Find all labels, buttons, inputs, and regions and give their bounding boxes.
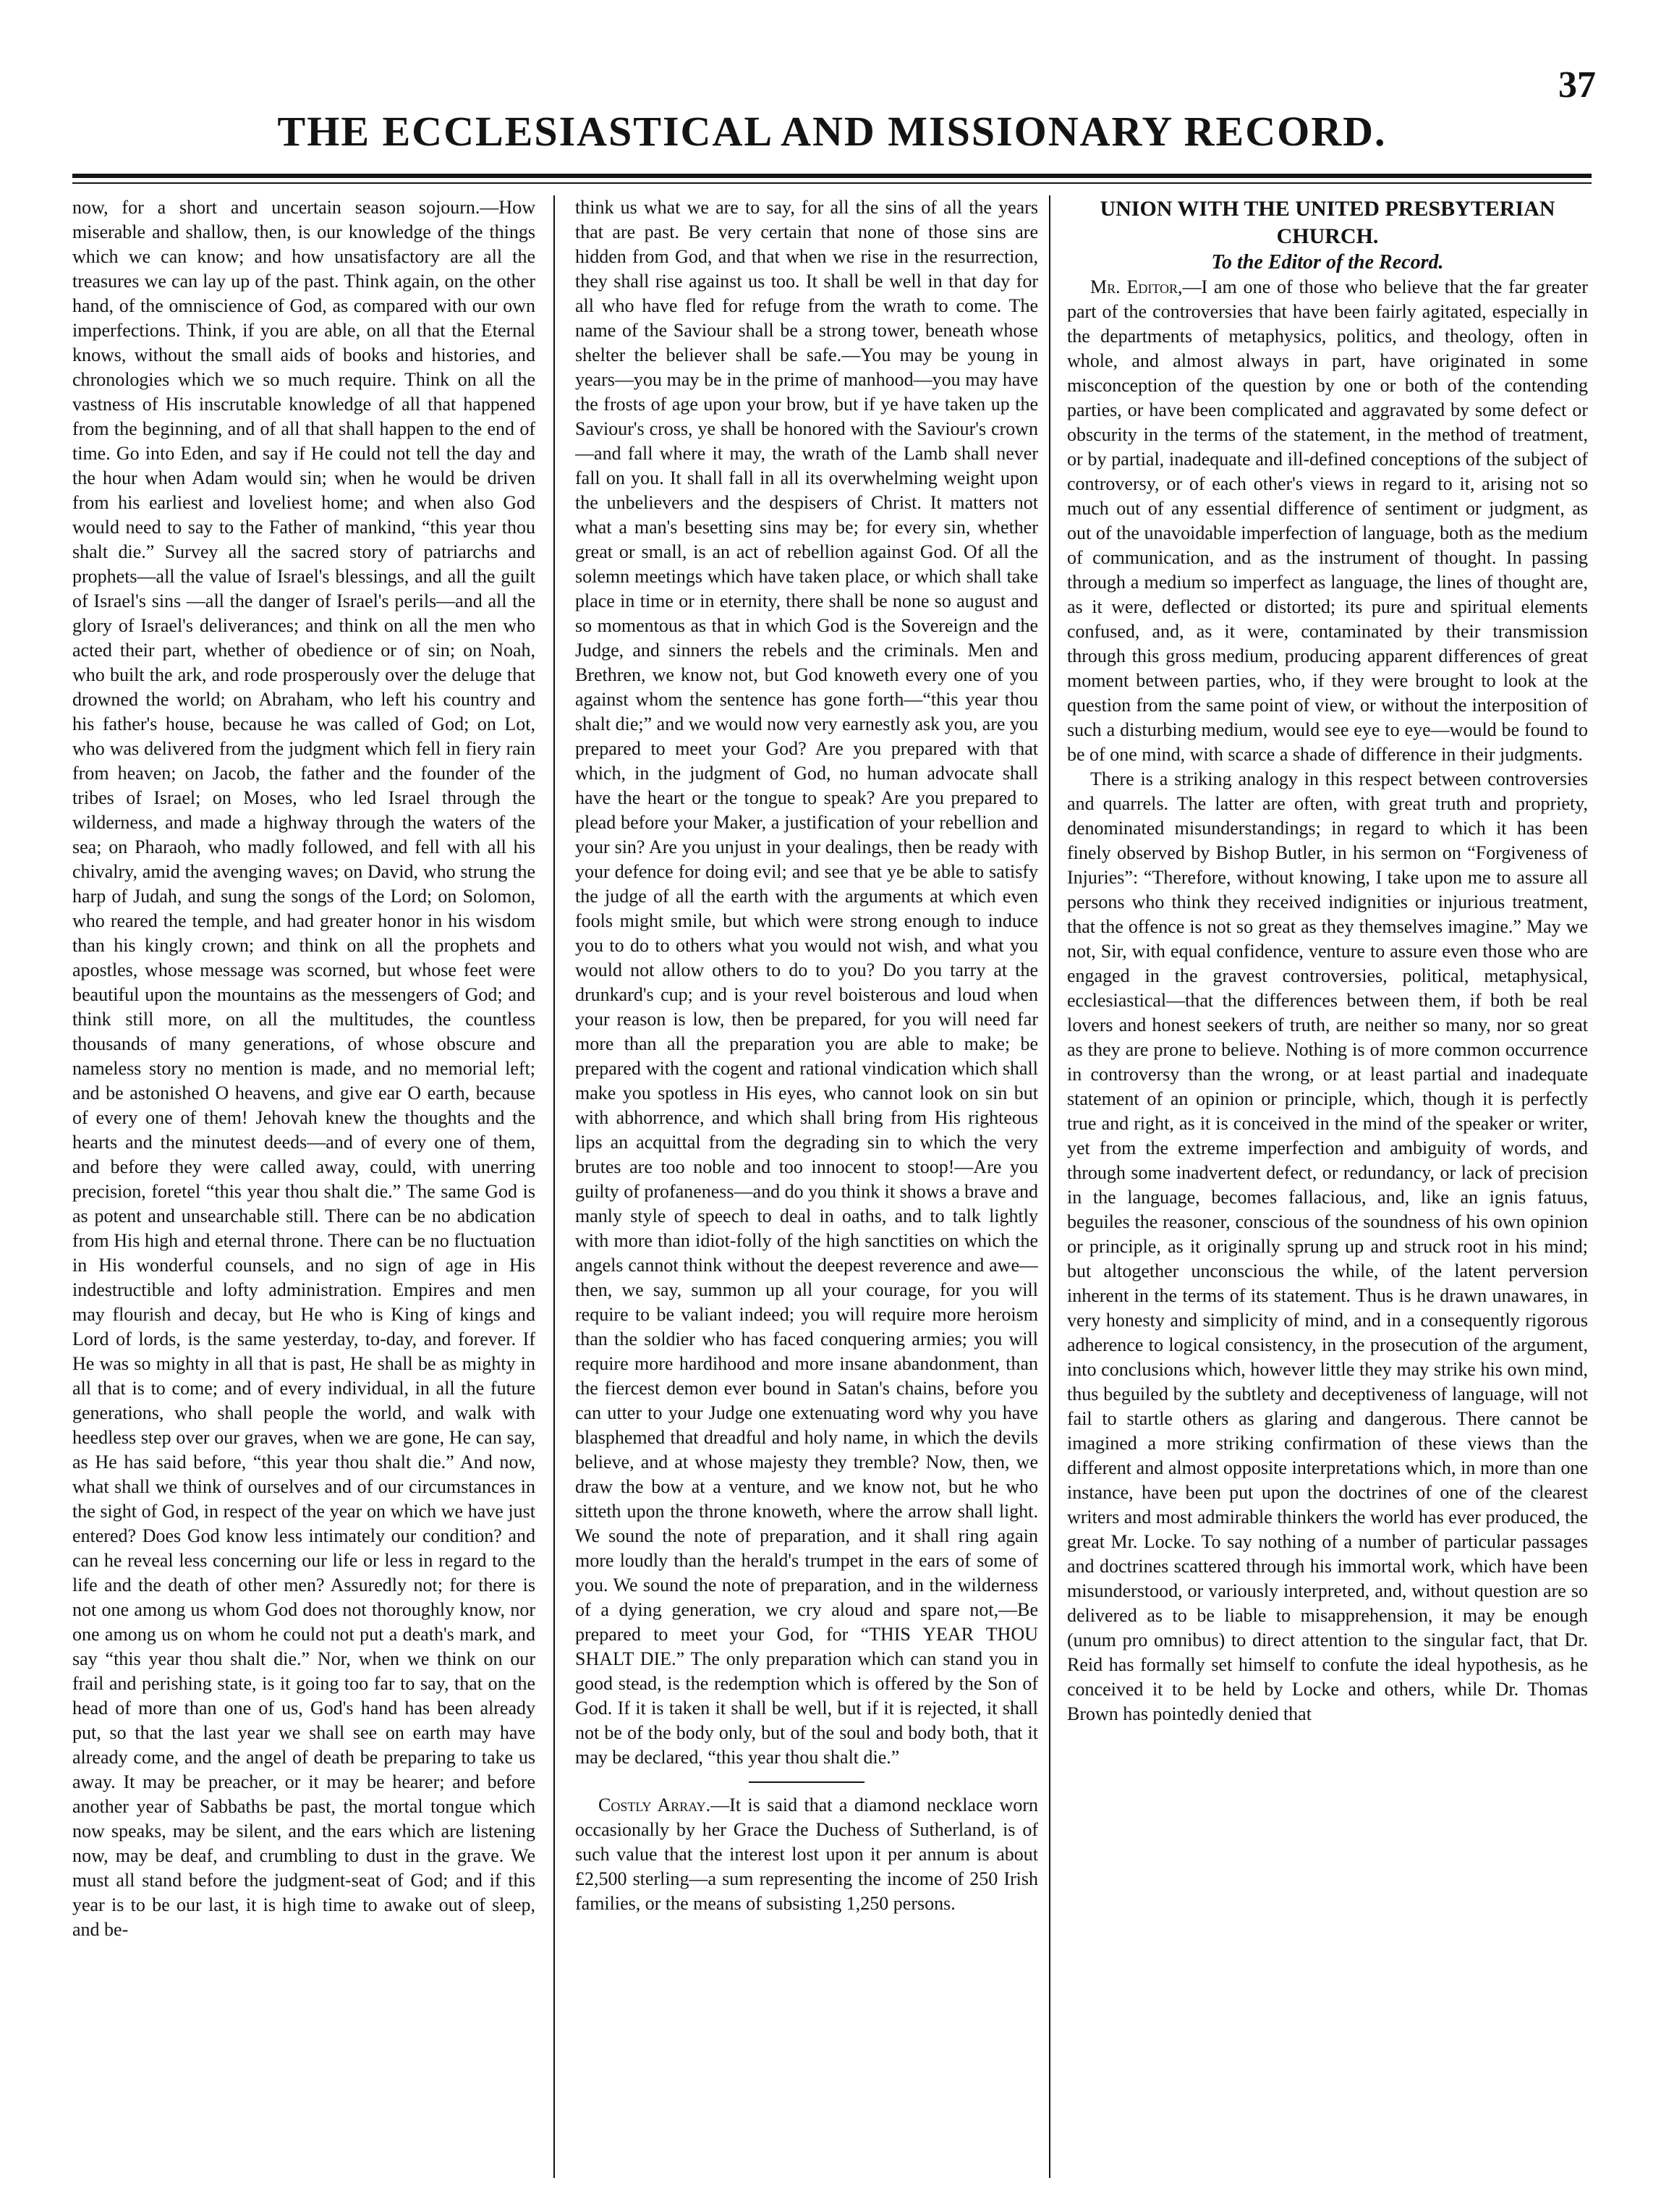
letter-paragraph-2: There is a striking analogy in this respect between controversies and quarrels. The latter are often, with great truth and propriety, denominated misunderstandings; in regard to which it has been finely observed by Bishop Butler, in his sermon on “Forgiveness of Injuries”: “Therefore, without knowing, I take upon me to assure all persons who think they received indignities or injurious treatment, that the offence is not so great as they themselves imagine.” May we not, Sir, with equal confidence, venture to assure even those who are engaged in the gravest controversies, political, metaphysical, ecclesiastical—that the differences between them, if both be real lovers and honest seekers of truth, are neither so many, nor so great as they are prone to believe. Nothing is of more common occurrence in controversy than the wrong, or at least partial and inadequate statement of an opinion or principle, which, though it is perfectly true and right, as it is conceived in the mind of the speaker or writer, yet from the extreme imperfection and ambiguity of words, and through some inadvertent defect, or redundancy, or lack of precision in the language, becomes fallacious, and, like an ignis fatuus, beguiles the reasoner, conscious of the soundness of his own opinion or principle, as it originally sprung up and struck root in his mind; but altogether unconscious the while, of the latent perversion inherent in the terms of its statement. Thus is he drawn unawares, in very honesty and simplicity of mind, and in a consequently rigorous adherence to logical consistency, in the prosecution of the argument, into conclusions which, however little they may strike his own mind, thus beguiled by the subtlety and deceptiveness of language, will not fail to startle others as glaring and dangerous. There cannot be imagined a more striking confirmation of these views than the different and almost opposite interpretations which, in more than one instance, have been put upon the doctrines of one of the clearest writers and most admirable thinkers the world has ever produced, the great Mr. Locke. To say nothing of a number of particular passages and doctrines scattered through his immortal work, which have been misunderstood, or variously interpreted, and, without question are so delivered as to be liable to misapprehension, it may be enough (unum pro omnibus) to direct attention to the singular fact, that Dr. Reid has formally set himself to confute the ideal hypothesis, as he conceived it to be held by Locke and others, while Dr. Thomas Brown has pointedly denied that (1067, 768, 1588, 1724)
column-1 (72, 195, 535, 2178)
column-divider (1049, 195, 1050, 2178)
salutation: Mr. Editor, (1090, 276, 1183, 297)
sermon-text-continued: now, for a short and uncertain season sojourn.—How miserable and shallow, then, is our knowledge of the things which we can know; and how unsatisfactory are all the treasures we can lay up of the past. Think again, on the other hand, of the omniscience of God, as compared with our own imperfections. Think, if you are able, on all that the Eternal knows, without the small aids of books and histories, and chronologies which we so much require. Think on all the vastness of His inscrutable knowledge of all that happened from the beginning, and of all that shall happen to the end of time. Go into Eden, and say if He could not tell the day and the hour when Adam would sin; when he would be driven from his earliest and loveliest home; and when also God would need to say to the Father of mankind, “this year thou shalt die.” Survey all the sacred story of patriarchs and prophets—all the value of Israel's blessings, and all the guilt of Israel's sins —all the danger of Israel's perils—and all the glory of Israel's deliverances; and think on all the men who acted their part, whether of obedience or of sin; on Noah, who built the ark, and rode prosperously over the deluge that drowned the world; on Abraham, who left his country and his father's house, because he was called of God; on Lot, who was delivered from the judgment which fell in fiery rain from heaven; on Jacob, the father and the founder of the tribes of Israel; on Moses, who led Israel through the wilderness, and made a highway through the waters of the sea; on Pharaoh, who madly followed, and fell with all his chivalry, amid the avenging waves; on David, who strung the harp of Judah, and sung the songs of the Lord; on Solomon, who reared the temple, and had greater honor in his wisdom than his kingly crown; and think on all the prophets and apostles, whose message was scorned, but whose feet were beautiful upon the mountains as the messengers of God; and think still more, on all the multitudes, the countless thousands of many generations, of whose obscure and nameless story no mention is made, and no memorial left; and be astonished O heavens, and give ear O earth, because of every one of them! Jehovah knew the thoughts and the hearts and the minutest deeds—and of every one of them, and before they were called away, could, with unerring precision, foretel “this year thou shalt die.” The same God is as potent and unsearchable still. There can be no abdication from His high and eternal throne. There can be no fluctuation in His wonderful counsels, and no sign of age in His indestructible and lofty administration. Empires and men may flourish and decay, but He who is King of kings and Lord of lords, is the same yesterday, to-day, and forever. If He was so mighty in all that is past, He shall be as mighty in all that is to come; and of every individual, in all the future generations, who shall people the world, and walk with heedless step over our graves, when we are gone, He can say, as He has said before, “this year thou shalt die.” And now, what shall we think of ourselves and of our circumstances in the sight of God, in respect of the year on which we have just entered? Does God know less intimately our condition? and can he reveal less concerning our life or less in regard to the life and the death of other men? Assuredly not; for there is not one among us whom God does not thoroughly know, nor one among us on whom he could not put a death's mark, and say “this year thou shalt die.” Nor, when we think on our frail and perishing state, is it going too far to say, that on the head of more than one of us, God's hand has been already put, so that the last year we shall see on earth may have already come, and the angel of death be preparing to take us away. It may be preacher, or it may be hearer; and before another year of Sabbaths be past, the mortal tongue which now speaks, may be silent, and the ears which are listening now, may be deaf, and crumbling to dust in the grave. We must all stand before the judgment-seat of God; and if this year is to be our last, it is high time to awake out of sleep, and be- (72, 197, 535, 1940)
sermon-text-conclusion: think us what we are to say, for all the sins of all the years that are past. Be very certain that none of those sins are hidden from God, and that when we rise in the resurrection, they shall rise against us too. It shall be well in that day for all who have fled for refuge from the wrath to come. The name of the Saviour shall be a strong tower, beneath whose shelter the believer shall be safe.—You may be young in years—you may be in the prime of manhood—you may have the frosts of age upon your brow, but if ye have taken up the Saviour's cross, ye shall be honored with the Saviour's crown—and fall where it may, the wrath of the Lamb shall never fall on you. It shall fall in all its overwhelming weight upon the unbelievers and the despisers of Christ. It matters not what a man's besetting sins may be; for every sin, whether great or small, is an act of rebellion against God. Of all the solemn meetings which have taken place, or which shall take place in time or in eternity, there shall be none so august and so momentous as that in which God is the Sovereign and the Judge, and sinners the rebels and the criminals. Men and Brethren, we know not, but God knoweth every one of you against whom the sentence has gone forth—“this year thou shalt die;” and we would now very earnestly ask you, are you prepared to meet your God? Are you prepared with that which, in the judgment of God, no human advocate shall have the heart or the tongue to speak? Are you prepared to plead before your Maker, a justification of your rebellion and your sin? Are you unjust in your dealings, then be ready with your defence for doing evil; and see that ye be able to satisfy the judge of all the earth with the arguments at which even fools might smile, but which were strong enough to induce you to do to others what you would not wish, and what you would not allow others to do to you? Do you tarry at the drunkard's cup; and is your revel boisterous and loud when your reason is low, then be prepared, for you will need far more than all the preparation you are able to make; be prepared with the cogent and rational vindication which shall make you spotless in His eyes, who cannot look on sin but with abhorrence, and which shall bring from His righteous lips an acquittal from the degrading sin to which the very brutes are too noble and too innocent to stoop!—Are you guilty of profaneness—and do you think it shows a brave and manly style of speech to deal in oaths, and to talk lightly with more than idiot-folly of the high sanctities on which the angels cannot think without the deepest reverence and awe—then, we say, summon up all your courage, for you will require to be valiant indeed; you will require more heroism than the soldier who has faced conquering armies; you will require more hardihood and more insane abandonment, than the fiercest demon ever bound in Satan's chains, before you can utter to your Judge one extenuating word why you have blasphemed that dreadful and holy name, in which the devils believe, and at whose majesty they tremble? Now, then, we draw the bow at a venture, and we know not, but he who sitteth upon the throne knoweth, where the arrow shall light. We sound the note of preparation, and it shall ring again more loudly than the herald's trumpet in the ears of some of you. We sound the note of preparation, and in the wilderness of a dying generation, we cry aloud and spare not,—Be prepared to meet your God, for “THIS YEAR THOU SHALT DIE.” The only preparation which can stand you in good stead, is the redemption which is offered by the Son of God. If it is taken it shall be well, but if it is rejected, it shall not be of the body only, but of the soul and body both, that it may be declared, “this year thou shalt die.” (575, 197, 1038, 1768)
column-divider (553, 195, 555, 2178)
header-rule (72, 174, 1592, 178)
letter-paragraph-1 (1067, 275, 1588, 767)
masthead-title: THE ECCLESIASTICAL AND MISSIONARY RECORD. (277, 108, 1387, 155)
article-separator (749, 1781, 865, 1783)
page-number: 37 (1558, 64, 1596, 106)
costly-array-item (575, 1793, 1038, 1916)
costly-array-label: Costly Array. (598, 1794, 711, 1815)
column-3 (1067, 195, 1588, 2178)
article-subheading: To the Editor of the Record. (1211, 251, 1444, 274)
header-rule-thin (72, 182, 1592, 184)
column-2 (575, 195, 1038, 2178)
letter-paragraph-1-text: —I am one of those who believe that the far greater part of the controversies that have been fairly agitated, especially in the departments of metaphysics, politics, and theology, often in whole, and almost always in part, have originated in some misconception of the question by one or both of the contending parties, or have been complicated and aggravated by some defect or obscurity in the terms of the statement, in the method of treatment, or by partial, inadequate and ill-defined conceptions of the subject of controversy, or of each other's views in regard to it, arising not so much out of any essential difference of sentiment or judgment, as out of the unavoidable imperfection of language, both as the medium of communication, and as the instrument of thought. In passing through a medium so imperfect as language, the lines of thought are, as it were, deflected or distorted; its pure and spiritual elements confused, and, as it were, contaminated by their transmission through this gross medium, producing apparent differences of great moment between parties, who, if they were brought to look at the question from the same point of view, or without the interposition of such a disturbing medium, would see eye to eye—would be found to be of one mind, with scarce a shade of difference in their judgments. (1067, 276, 1588, 765)
costly-array-text: —It is said that a diamond necklace worn occasionally by her Grace the Duchess of Sutherland, is of such value that the interest lost upon it per annum is about £2,500 sterling—a sum representing the income of 250 Irish families, or the means of subsisting 1,250 persons. (575, 1794, 1038, 1914)
article-title: UNION WITH THE UNITED PRESBYTERIAN CHURCH. (1100, 197, 1555, 248)
